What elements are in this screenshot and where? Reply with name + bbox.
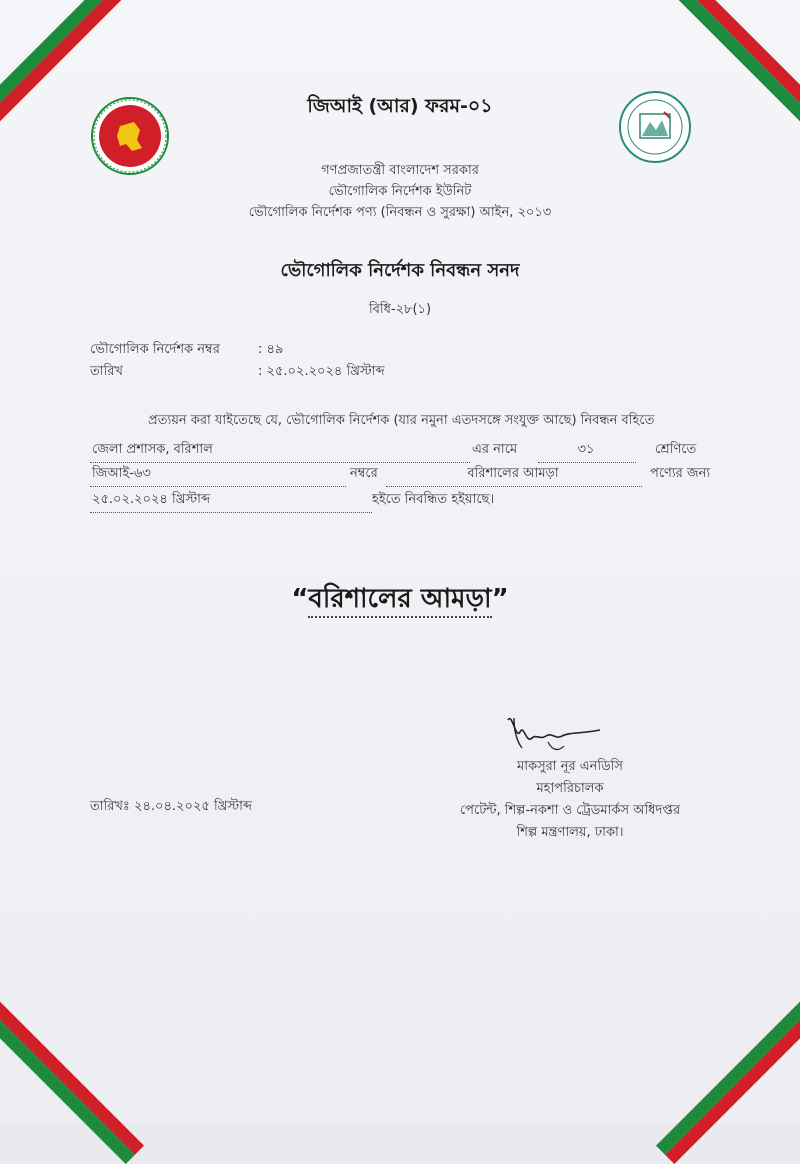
signature-image — [500, 710, 610, 756]
product-name-heading — [0, 578, 800, 622]
signer-title: মহাপরিচালক — [536, 781, 604, 796]
ministry-name: শিল্প মন্ত্রণালয়, ঢাকা। — [516, 825, 624, 840]
product-suffix: পণ্যের জন্য — [650, 466, 711, 481]
office-name: পেটেন্ট, শিল্প-নকশা ও ট্রেডমার্কস অধিদপ্তর — [459, 803, 681, 818]
gi-code-suffix: নম্বরে — [350, 466, 378, 481]
gi-code-field: জিআই-৬৩ — [90, 464, 346, 487]
class-suffix: শ্রেণিতে — [655, 442, 697, 457]
gi-number-value: : ৪৯ — [258, 342, 284, 357]
holder-field: জেলা প্রশাসক, বরিশাল — [90, 440, 470, 463]
gov-line-1: গণপ্রজাতন্ত্রী বাংলাদেশ সরকার — [321, 163, 479, 178]
certificate-title: ভৌগোলিক নির্দেশক নিবন্ধন সনদ — [280, 260, 520, 281]
open-quote: “ — [291, 584, 309, 614]
product-field: বরিশালের আমড়া — [386, 464, 642, 487]
holder-suffix: এর নামে — [472, 442, 518, 457]
government-header — [0, 160, 800, 223]
gi-number-label: ভৌগোলিক নির্দেশক নম্বর — [90, 342, 220, 357]
corner-ribbon-bottom-left — [0, 976, 144, 1164]
class-field: ৩১ — [538, 440, 636, 463]
issue-date: তারিখঃ ২৪.০৪.২০২৫ খ্রিস্টাব্দ — [90, 799, 253, 814]
date-value: : ২৫.০২.২০২৪ খ্রিস্টাব্দ — [258, 364, 385, 379]
registration-date-field: ২৫.০২.২০২৪ খ্রিস্টাব্দ — [90, 490, 372, 513]
registration-suffix: হইতে নিবন্ধিত হইয়াছে। — [372, 492, 495, 507]
gov-line-3: ভৌগোলিক নির্দেশক পণ্য (নিবন্ধন ও সুরক্ষা) আইন, ২০১৩ — [248, 205, 552, 220]
product-name: বরিশালের আমড়া — [308, 584, 491, 618]
form-title: জিআই (আর) ফরম-০১ — [307, 95, 493, 117]
rule-reference: বিধি-২৮(১) — [368, 302, 432, 317]
gov-line-2: ভৌগোলিক নির্দেশক ইউনিট — [328, 184, 472, 199]
intro-text: প্রত্যয়ন করা যাইতেছে যে, ভৌগোলিক নির্দেশক (যার নমুনা এতদসঙ্গে সংযুক্ত আছে) নিবন্ধন বহিতে — [148, 413, 655, 428]
date-label: তারিখ — [90, 364, 123, 379]
close-quote: ” — [491, 584, 509, 614]
signer-name: মাকসুরা নূর এনডিসি — [516, 759, 623, 774]
corner-ribbon-bottom-right — [656, 976, 800, 1164]
signatory-block — [440, 756, 700, 844]
